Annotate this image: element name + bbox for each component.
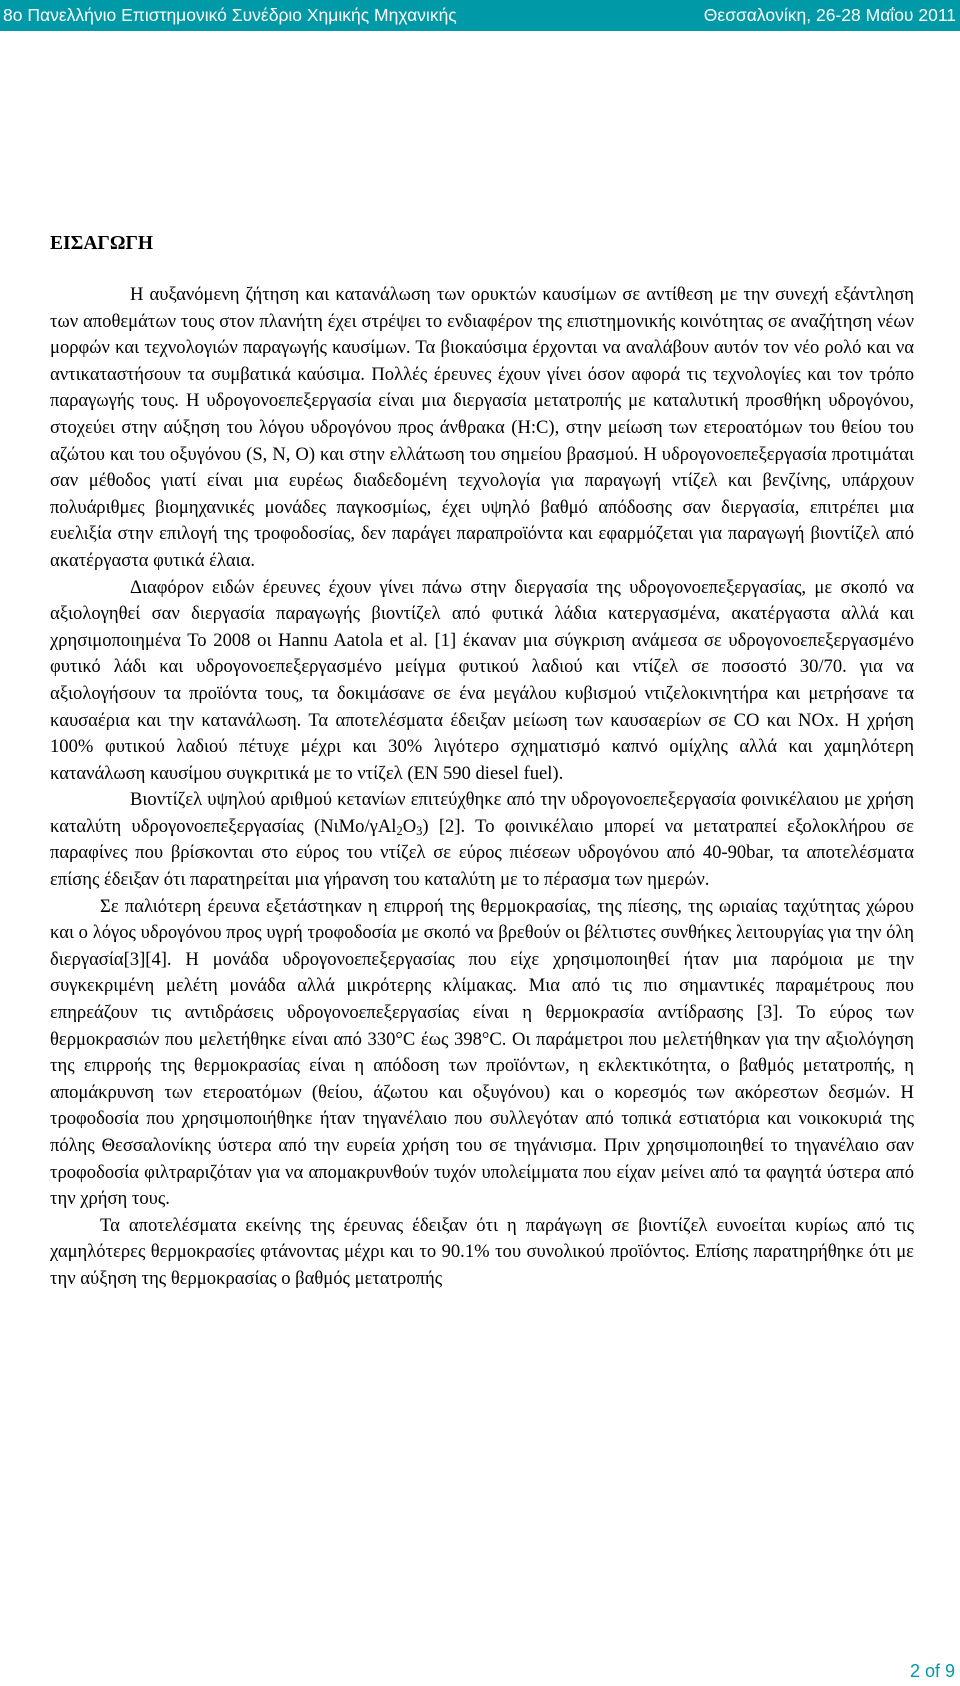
paragraph-1: Η αυξανόμενη ζήτηση και κατανάλωση των ορυκτών καυσίμων σε αντίθεση με την συνεχή εξάντληση των αποθεμάτων τους στον πλανήτη έχει στρέψει το ενδιαφέρον της επιστημονικής κοινότητας σε αναζήτηση νέων μορφών και τεχνολογιών παραγωγής καυσίμων. Τα βιοκαύσιμα έρχονται να αναλάβουν αυτόν τον νέο ρολό και να αντικαταστήσουν τα συμβατικά καύσιμα. Πολλές έρευνες έχουν γίνει όσον αφορά τις τεχνολογίες και τον τρόπο παραγωγής τους. Η υδρογονοεπεξεργασία είναι μια διεργασία μετατροπής με καταλυτική προσθήκη υδρογόνου, στοχεύει στην αύξηση του λόγου υδρογόνου προς άνθρακα (H:C), στην μείωση των ετεροατόμων του θείου του αζώτου και του οξυγόνου (S, N, O) και στην ελλάτωση του σημείου βρασμού. Η υδρογονοεπεξεργασία προτιμάται σαν μέθοδος γιατί είναι μια ευρέως διαδεδομένη τεχνολογία για παραγωγή ντίζελ και βενζίνης, υπάρχουν πολυάριθμες βιομηχανικές μονάδες παγκοσμίως, έχει υψηλό βαθμό απόδοσης σαν διεργασία, επιτρέπει μια ευελιξία στην επιλογή της τροφοδοσίας, δεν παράγει παραπροϊόντα και εφαρμόζεται για παραγωγή βιοντίζελ από ακατέργαστα φυτικά έλαια. [50, 284, 914, 571]
conference-title: 8ο Πανελλήνιο Επιστημονικό Συνέδριο Χημικής Μηχανικής [3, 5, 457, 25]
body-text [50, 282, 914, 1293]
paragraph-3-text-oxygen: O [402, 815, 417, 837]
paragraph-5: Τα αποτελέσματα εκείνης της έρευνας έδειξαν ότι η παράγωγη σε βιοντίζελ ευνοείται κυρίως από τις χαμηλότερες θερμοκρασίες φτάνοντας μέχρι και το 90.1% του συνολικού προϊόντος. Επίσης παρατηρήθηκε ότι με την αύξηση της θερμοκρασίας ο βαθμός μετατροπής [50, 1214, 914, 1289]
conference-location-date: Θεσσαλονίκη, 26-28 Μαΐου 2011 [703, 5, 956, 25]
subscript-3: 3 [416, 823, 423, 838]
paragraph-2: Διαφόρον ειδών έρευνες έχουν γίνει πάνω στην διεργασία της υδρογονοεπεξεργασίας, με σκοπό να αξιολογηθεί σαν διεργασία παραγωγής βιοντίζελ από φυτικά λάδια κατεργασμένα, ακατέργαστα αλλά και χρησιμοποιημένα Το 2008 οι Hannu Aatola et al. [1] έκαναν μια σύγκριση ανάμεσα σε υδρογονοεπεξεργασμένο φυτικό λάδι και υδρογονοεπεξεργασμένο μείγμα φυτικού λαδιού και ντίζελ σε ποσοστό 30/70. για να αξιολογήσουν τα προϊόντα τους, τα δοκιμάσανε σε ένα μεγάλου κυβισμού ντιζελοκινητήρα και μετρήσανε τα καυσαέρια και την κατανάλωση. Τα αποτελέσματα έδειξαν μείωση των καυσαερίων σε CO και NOx. Η χρήση 100% φυτικού λαδιού πέτυχε μέχρι και 30% λιγότερο σχηματισμό καπνό ομίχλης αλλά και χαμηλότερη κατανάλωση καυσίμου συγκριτικά με το ντίζελ (EN 590 diesel fuel). [50, 576, 914, 784]
paragraph-3 [50, 787, 914, 893]
paragraph-3-text-start: Βιοντίζελ υψηλού αριθμού κετανίων επιτεύχθηκε από την υδρογονοεπεξεργασία φοινικέλαιου με χρήση καταλύτη υδρογονοεπεξεργασίας (NιMo/γAl [50, 789, 914, 837]
paragraph-4: Σε παλιότερη έρευνα εξετάστηκαν η επιρροή της θερμοκρασίας, της πίεσης, της ωριαίας ταχύτητας χώρου και ο λόγος υδρογόνου προς υγρή τροφοδοσία με σκοπό να βρεθούν οι βέλτιστες συνθήκες λειτουργίας για την όλη διεργασία[3][4]. Η μονάδα υδρογονοεπεξεργασίας που είχε χρησιμοποιηθεί ήταν μια παρόμοια με την συγκεκριμένη μελέτη μονάδα αλλά μικρότερης κλίμακας. Μια από τις πιο σημαντικές παραμέτρους που επηρεάζουν τις αντιδράσεις υδρογονοεπεξεργασίας είναι η θερμοκρασία αντίδρασης [3]. Το εύρος των θερμοκρασιών που μελετήθηκε είναι από 330°C έως 398°C. Οι παράμετροι που μελετήθηκαν για την αξιολόγηση της επιρροής της θερμοκρασίας είναι η απόδοση των προϊόντων, η εκλεκτικότητα, ο βαθμός μετατροπής, η απομάκρυνση των ετεροατόμων (θείου, άζωτου και οξυγόνου) και ο κορεσμός των ακόρεστων δεσμών. Η τροφοδοσία που χρησιμοποιήθηκε ήταν τηγανέλαιο που συλλεγόταν από τοπικά εστιατόρια και νοικοκυριά της πόλης Θεσσαλονίκης ύστερα από την ευρεία χρήση του σε τηγάνισμα. Πριν χρησιμοποιηθεί το τηγανέλαιο σαν τροφοδοσία φιλτραριζόταν για να απομακρυνθούν τυχόν υπολείμματα που είχαν μείνει από τα φαγητά ύστερα από την χρήση τους. [50, 895, 914, 1210]
page-number: 2 of 9 [909, 1661, 955, 1681]
subscript-2: 2 [396, 823, 403, 838]
paragraph-3-text-end: ) [2]. Το φοινικέλαιο μπορεί να μετατραπεί εξολοκλήρου σε παραφίνες που βρίσκονται στο εύρος του ντίζελ σε εύρος πιέσεων υδρογόνου από 40-90bar, τα αποτελέσματα επίσης έδειξαν ότι παρατηρείται μια γήρανση του καταλύτη με το πέρασμα των ημερών. [50, 815, 914, 891]
section-title: ΕΙΣΑΓΩΓΗ [50, 233, 154, 254]
conference-header-bar [0, 0, 960, 31]
